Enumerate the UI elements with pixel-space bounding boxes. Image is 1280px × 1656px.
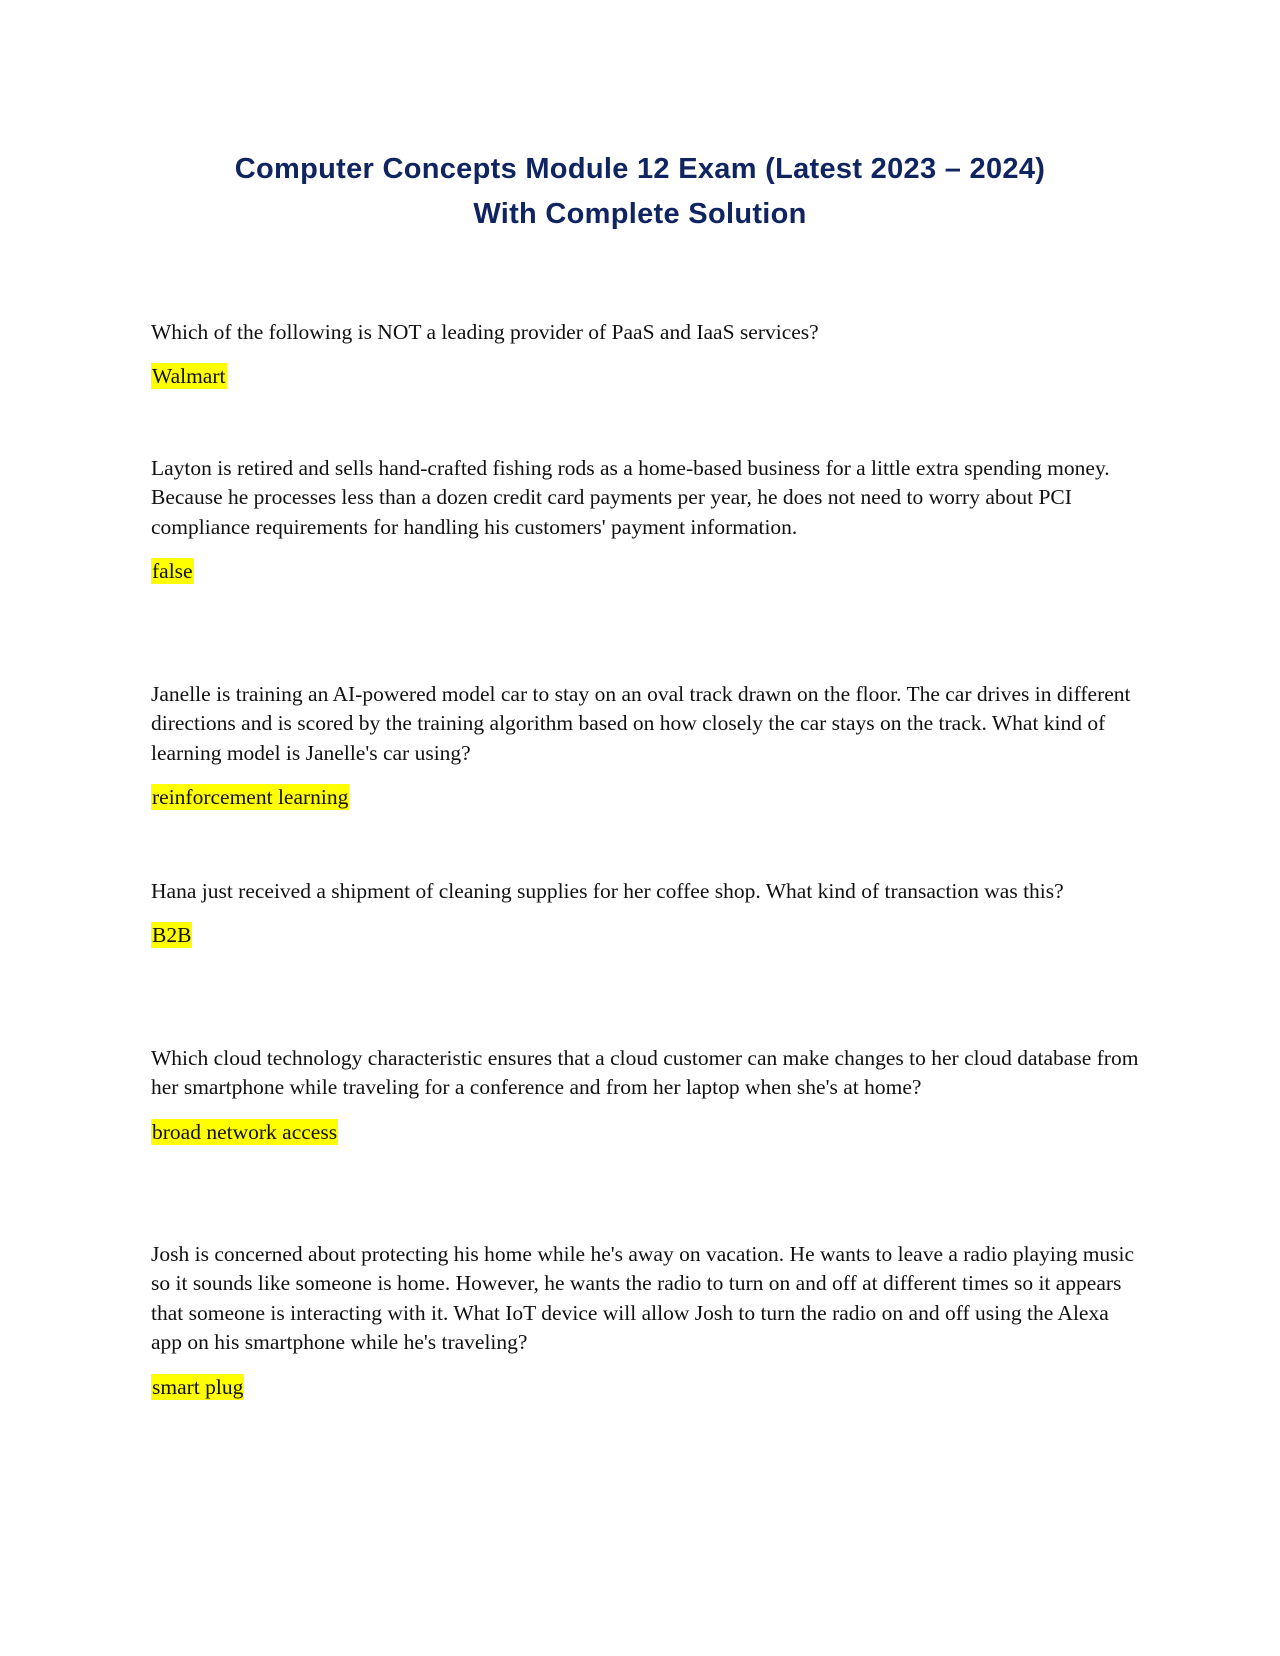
question-text: Janelle is training an AI-powered model car to stay on an oval track drawn on the floor. The car drives in different directions and is scored by the training algorithm based on how closely the car stays on the track. What kind of learning model is Janelle's car using? [151, 682, 1131, 765]
answer-highlight: broad network access [152, 1119, 338, 1144]
answer-highlight: B2B [152, 923, 192, 948]
answer-highlight: smart plug [152, 1374, 244, 1399]
qa-item-4 [151, 877, 1141, 948]
answer-highlight: Walmart [152, 364, 226, 389]
document-title-line-1: Computer Concepts Module 12 Exam (Latest 2023 – 2024) [234, 153, 1046, 185]
question-text: Hana just received a shipment of cleaning supplies for her coffee shop. What kind of transaction was this? [151, 879, 1064, 903]
answer-highlight: reinforcement learning [152, 785, 349, 810]
qa-item-1 [151, 318, 1141, 389]
qa-item-3 [151, 680, 1141, 810]
question-text: Josh is concerned about protecting his home while he's away on vacation. He wants to leave a radio playing music so it sounds like someone is home. However, he wants the radio to turn on and off at different times so it appears that someone is interacting with it. What IoT device will allow Josh to turn the radio on and off using the Alexa app on his smartphone while he's traveling? [151, 1242, 1135, 1355]
document-title-line-2: With Complete Solution [473, 198, 807, 230]
qa-item-5 [151, 1044, 1141, 1145]
qa-item-6 [151, 1240, 1141, 1400]
question-text: Layton is retired and sells hand-crafted fishing rods as a home-based business for a little extra spending money. Because he processes less than a dozen credit card payments per year, he does not need to worry about PCI compliance requirements for handling his customers' payment information. [151, 456, 1110, 539]
question-text: Which of the following is NOT a leading provider of PaaS and IaaS services? [151, 320, 819, 344]
qa-item-2 [151, 454, 1141, 584]
answer-highlight: false [152, 559, 193, 584]
question-text: Which cloud technology characteristic ensures that a cloud customer can make changes to her cloud database from her smartphone while traveling for a conference and from her laptop when she's at home? [151, 1046, 1139, 1100]
